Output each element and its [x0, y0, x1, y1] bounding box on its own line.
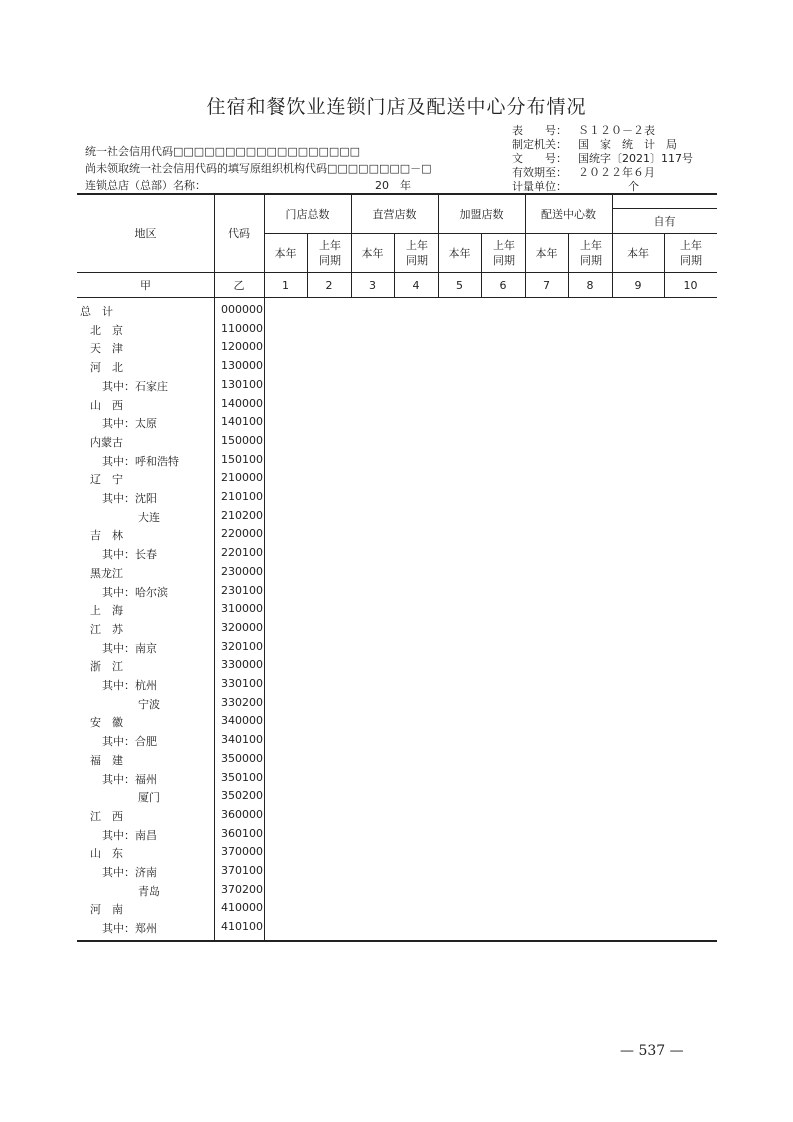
table-top-rule — [77, 193, 717, 195]
header-sub-rule — [264, 233, 717, 234]
meta-authority: 制定机关： 国 家 统 计 局 — [512, 138, 677, 151]
region-name: 其中：沈阳 — [102, 492, 157, 505]
header-last-year: 上年同期 — [319, 239, 341, 267]
region-name: 青岛 — [138, 885, 160, 898]
region-name: 其中：济南 — [102, 866, 157, 879]
region-code: 120000 — [221, 340, 263, 353]
index-col-10: 10 — [683, 279, 698, 292]
region-name: 河 北 — [90, 361, 123, 374]
region-code: 130000 — [221, 359, 263, 372]
region-code: 350200 — [221, 789, 263, 802]
header-last-year: 上年同期 — [406, 239, 428, 267]
index-col-8: 8 — [586, 279, 594, 292]
region-code: 370000 — [221, 845, 263, 858]
col-divider — [214, 194, 215, 941]
index-col-5: 5 — [456, 279, 463, 292]
region-name: 其中：南昌 — [102, 829, 157, 842]
region-name: 其中：哈尔滨 — [102, 586, 168, 599]
region-code: 350100 — [221, 771, 263, 784]
region-name: 安 徽 — [90, 716, 123, 729]
meta-credit-code: 统一社会信用代码□□□□□□□□□□□□□□□□□□ — [85, 145, 361, 158]
region-code: 220100 — [221, 546, 263, 559]
region-name: 北 京 — [90, 324, 123, 337]
region-name: 吉 林 — [90, 529, 123, 542]
region-name: 其中：合肥 — [102, 735, 157, 748]
region-code: 230100 — [221, 584, 263, 597]
region-name: 其中：长春 — [102, 548, 157, 561]
region-name: 江 西 — [90, 810, 123, 823]
region-code: 320000 — [221, 621, 263, 634]
index-col-4: 4 — [412, 279, 420, 292]
region-code: 360000 — [221, 808, 263, 821]
region-name: 浙 江 — [90, 660, 123, 673]
col-divider — [264, 194, 265, 941]
region-code: 150100 — [221, 453, 263, 466]
region-code: 000000 — [221, 303, 263, 316]
region-code: 210100 — [221, 490, 263, 503]
region-code: 340100 — [221, 733, 263, 746]
header-code: 代码 — [228, 227, 250, 240]
region-code: 150000 — [221, 434, 263, 447]
region-code: 210000 — [221, 471, 263, 484]
region-code: 410000 — [221, 901, 263, 914]
header-franchise-stores: 加盟店数 — [459, 208, 504, 221]
header-this-year: 本年 — [361, 247, 384, 260]
region-name: 辽 宁 — [90, 473, 123, 486]
region-code: 320100 — [221, 640, 263, 653]
region-code: 350000 — [221, 752, 263, 765]
header-this-year: 本年 — [448, 247, 471, 260]
header-last-year: 上年同期 — [580, 239, 602, 267]
meta-valid-until: 有效期至： ２０２２年６月 — [512, 166, 655, 179]
index-col-9: 9 — [634, 279, 642, 292]
index-col-7: 7 — [543, 279, 550, 292]
region-code: 330200 — [221, 696, 263, 709]
index-col-6: 6 — [499, 279, 507, 292]
region-name: 黑龙江 — [90, 567, 123, 580]
index-yi: 乙 — [233, 279, 245, 292]
header-this-year: 本年 — [627, 247, 649, 260]
header-bottom-rule — [77, 272, 717, 273]
region-name: 厦门 — [138, 791, 160, 804]
index-col-2: 2 — [325, 279, 333, 292]
index-col-1: 1 — [282, 279, 289, 292]
header-last-year: 上年同期 — [680, 239, 702, 267]
region-code: 140100 — [221, 415, 263, 428]
header-total-stores: 门店总数 — [285, 208, 330, 221]
meta-year: 20 年 — [375, 179, 411, 192]
region-code: 340000 — [221, 714, 263, 727]
self-owned-top-rule — [612, 208, 717, 209]
region-name: 内蒙古 — [90, 436, 123, 449]
meta-unit: 计量单位： 个 — [512, 180, 639, 193]
region-code: 110000 — [221, 322, 263, 335]
meta-org-code: 尚未领取统一社会信用代码的填写原组织机构代码□□□□□□□□－□ — [85, 162, 432, 175]
meta-hq-name: 连锁总店（总部）名称： — [85, 179, 206, 192]
region-name: 大连 — [138, 511, 160, 524]
region-name: 河 南 — [90, 903, 123, 916]
region-name: 总 计 — [80, 305, 113, 318]
region-name: 福 建 — [90, 754, 123, 767]
region-name: 其中：太原 — [102, 417, 157, 430]
region-name: 江 苏 — [90, 623, 123, 636]
index-jia: 甲 — [140, 279, 151, 292]
page-title: 住宿和餐饮业连锁门店及配送中心分布情况 — [206, 96, 587, 118]
region-name: 山 东 — [90, 847, 123, 860]
region-code: 130100 — [221, 378, 263, 391]
region-name: 天 津 — [90, 342, 123, 355]
region-name: 其中：石家庄 — [102, 380, 168, 393]
region-name: 其中：呼和浩特 — [102, 455, 179, 468]
region-code: 310000 — [221, 602, 263, 615]
region-code: 370100 — [221, 864, 263, 877]
header-direct-stores: 直营店数 — [372, 208, 417, 221]
header-distribution-centers: 配送中心数 — [541, 208, 596, 221]
region-code: 230000 — [221, 565, 263, 578]
index-row-rule — [77, 297, 717, 298]
table-bottom-rule — [77, 940, 717, 942]
region-code: 210200 — [221, 509, 263, 522]
header-this-year: 本年 — [535, 247, 558, 260]
meta-doc-no: 文 号： 国统字〔2021〕117号 — [512, 152, 693, 165]
region-code: 330100 — [221, 677, 263, 690]
region-code: 220000 — [221, 527, 263, 540]
meta-form-no: 表 号： Ｓ１２０－２表 — [512, 124, 655, 137]
region-code: 360100 — [221, 827, 263, 840]
index-col-3: 3 — [369, 279, 376, 292]
region-name: 其中：郑州 — [102, 922, 157, 935]
header-self-owned: 自有 — [653, 215, 676, 228]
region-name: 其中：杭州 — [102, 679, 157, 692]
region-name: 山 西 — [90, 399, 123, 412]
region-name: 宁波 — [138, 698, 160, 711]
region-code: 140000 — [221, 397, 263, 410]
header-this-year: 本年 — [274, 247, 297, 260]
region-name: 其中：南京 — [102, 642, 157, 655]
header-region: 地区 — [134, 227, 157, 240]
region-code: 410100 — [221, 920, 263, 933]
header-last-year: 上年同期 — [493, 239, 515, 267]
region-code: 370200 — [221, 883, 263, 896]
region-name: 上 海 — [90, 604, 123, 617]
page-number: — 537 — — [620, 1043, 684, 1059]
region-code: 330000 — [221, 658, 263, 671]
region-name: 其中：福州 — [102, 773, 157, 786]
